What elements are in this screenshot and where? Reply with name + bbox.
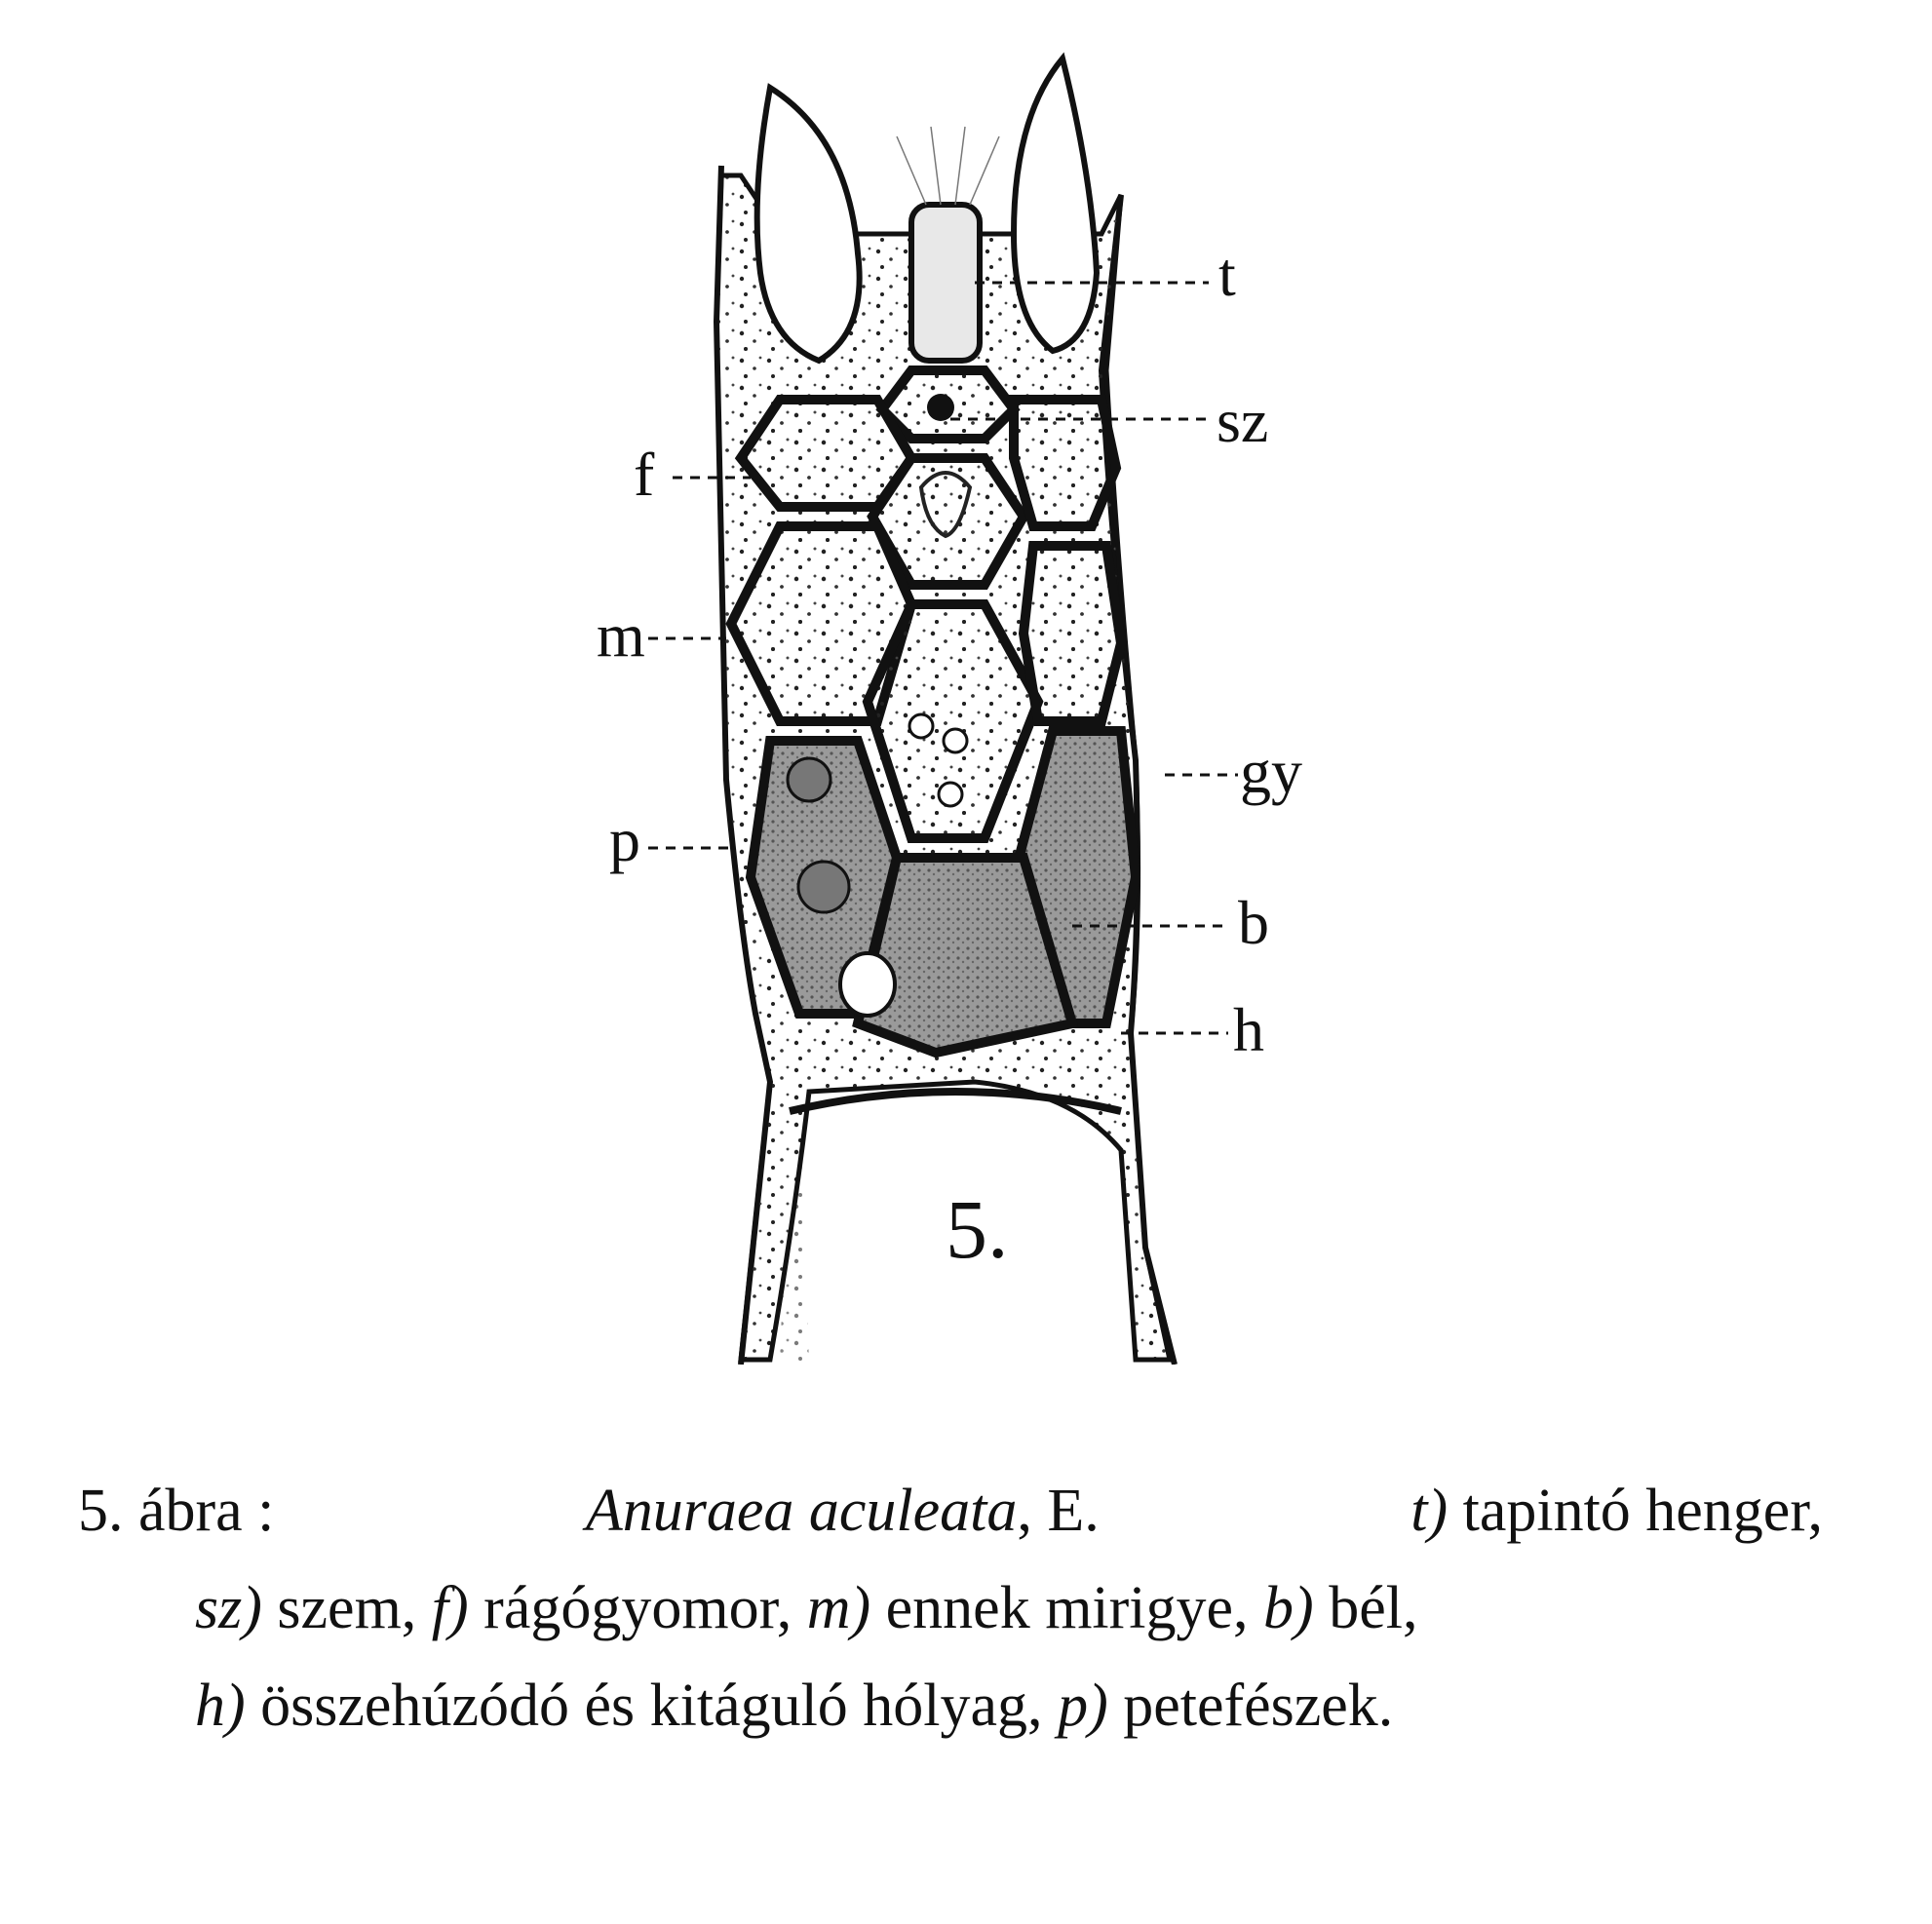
- caption-item-key: m): [806, 1575, 871, 1641]
- anterior-spine-right: [1014, 58, 1097, 351]
- ovary-nucleus: [798, 862, 849, 912]
- caption-figure-number: 5. ábra :: [78, 1478, 275, 1544]
- caption-item-text: ennek mirigye,: [885, 1575, 1249, 1641]
- label-sz: sz: [1217, 386, 1269, 455]
- caption-species: Anuraea aculeata: [585, 1478, 1018, 1544]
- label-h: h: [1233, 995, 1264, 1064]
- anterior-spine-left: [757, 88, 860, 361]
- caption-item-key: t): [1410, 1478, 1449, 1544]
- eye: [927, 394, 954, 421]
- caption-line-2: [78, 1559, 1862, 1657]
- caption-item-text: összehúzódó és kitáguló hólyag,: [260, 1673, 1043, 1739]
- caption-item-text: petefészek.: [1123, 1673, 1394, 1739]
- caption-item-key: sz): [195, 1575, 262, 1641]
- caption-item-key: p): [1058, 1673, 1108, 1739]
- label-p: p: [609, 805, 640, 874]
- caption-line-1: [78, 1462, 1862, 1559]
- caption-author: , E.: [1017, 1478, 1100, 1544]
- caption-item-text: tapintó henger,: [1462, 1478, 1823, 1544]
- tactile-cylinder: [911, 205, 980, 361]
- gland-cell: [939, 783, 962, 806]
- lorica-plates: [731, 370, 1136, 1053]
- figure-number-mark: 5.: [946, 1182, 1009, 1276]
- caption-item-key: h): [195, 1673, 246, 1739]
- ovary-nucleus: [788, 758, 831, 801]
- label-b: b: [1238, 888, 1269, 957]
- label-gy: gy: [1240, 737, 1302, 806]
- caption-item-t: [1410, 1462, 1823, 1559]
- gland-cell: [909, 714, 933, 738]
- cilia: [897, 127, 999, 205]
- caption-item-text: bél,: [1329, 1575, 1418, 1641]
- label-t: t: [1218, 240, 1236, 309]
- label-m: m: [597, 600, 645, 670]
- caption-item-key: f): [431, 1575, 469, 1641]
- contractile-bladder: [840, 953, 895, 1016]
- caption-item-key: b): [1263, 1575, 1314, 1641]
- gland-cell: [944, 729, 967, 752]
- caption-item-text: rágógyomor,: [483, 1575, 792, 1641]
- caption-line-3: [78, 1657, 1862, 1754]
- caption-species-block: [586, 1462, 1100, 1559]
- figure-caption: [78, 1462, 1862, 1754]
- label-f: f: [634, 440, 655, 509]
- caption-item-text: szem,: [277, 1575, 417, 1641]
